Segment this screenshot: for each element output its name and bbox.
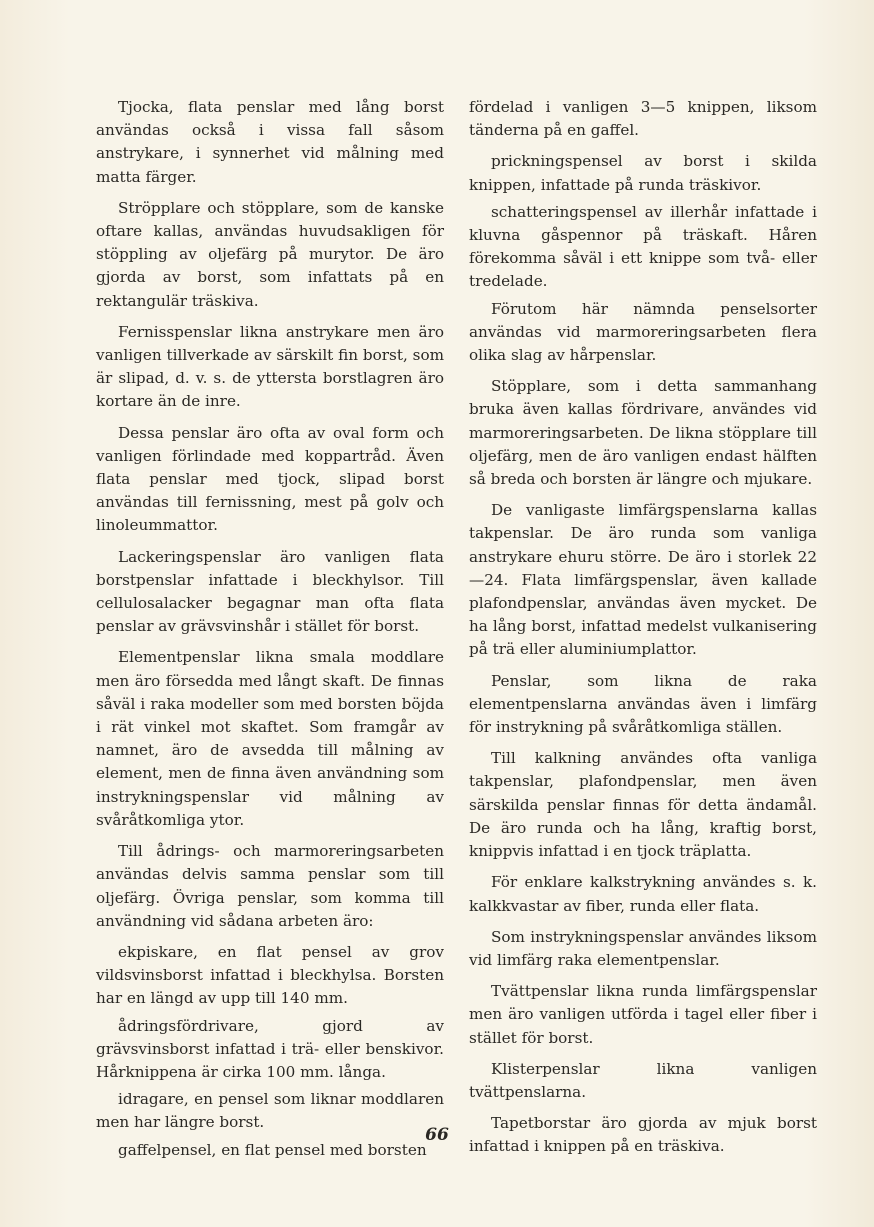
list-item-schatteringspensel: schatteringspensel av illerhår infattade i kluvna gåspennor på träskaft. Håren förekomma såväl i ett knippe som två- eller tredelade. [469,202,817,291]
page-number: 66 [425,1125,449,1145]
left-text-column [96,96,444,1166]
paragraph-instrykningspenslar: Som instrykningspenslar användes liksom vid limfärg raka elementpenslar. [469,927,817,969]
paragraph-adrings-marmorering: Till ådrings- och marmoreringsarbeten användas delvis samma penslar som till oljefärg. Övriga penslar, som komma till användning vid sådana arbeten äro: [96,842,444,930]
list-item-ekpiskare: ekpiskare, en flat pensel av grov vildsvinsborst infattad i bleckhylsa. Borsten har en längd av upp till 140 mm. [96,942,444,1008]
paragraph-continuation-gaffel: fördelad i vanligen 3—5 knippen, liksom tänderna på en gaffel. [469,98,817,140]
paragraph-harpenslar: Förutom här nämnda penselsorter användas vid marmoreringsarbeten flera olika slag av hårpenslar. [469,299,817,365]
list-item-idragare: idragare, en pensel som liknar moddlaren men har längre borst. [96,1090,444,1132]
paragraph-tapetborstar: Tapetborstar äro gjorda av mjuk borst infattad i knippen på en träskiva. [469,1114,817,1156]
paragraph-kalkning: Till kalkning användes ofta vanliga takpenslar, plafondpenslar, men även särskilda penslar finnas för detta ändamål. De äro runda och ha lång, kraftig borst, knippvis infattad i en tjock träplatta. [469,749,817,861]
list-item-gaffelpensel: gaffelpensel, en flat pensel med borsten [118,1140,427,1159]
paragraph-oval-form: Dessa penslar äro ofta av oval form och vanligen förlindade med koppartråd. Även flata penslar med tjock, slipad borst användas till fernissning, mest på golv och linoleummattor. [96,423,444,535]
right-text-column [469,96,817,1167]
paragraph-tvattpenslar: Tvättpenslar likna runda limfärgspenslar men äro vanligen utförda i tagel eller fiber i stället för borst. [469,982,817,1047]
paragraph-kalkkvastar: För enklare kalkstrykning användes s. k. kalkkvastar av fiber, runda eller flata. [469,873,817,915]
paragraph-lackeringspenslar: Lackeringspenslar äro vanligen flata borstpenslar infattade i bleckhylsor. Till cellulosalacker begagnar man ofta flata penslar av grävsvinshår i stället för borst. [96,547,444,636]
paragraph-elementpenslar: Elementpenslar likna smala moddlare men äro försedda med långt skaft. De finnas såväl i raka modeller som med borsten böjda i rät vinkel mot skaftet. Som framgår av namnet, äro de avsedda till målning av element, men de finna även användning som instrykningspenslar vid målning av svåråtkomliga ytor. [96,648,444,829]
paragraph-stropplare: Ströpplare och stöpplare, som de kanske oftare kallas, användas huvudsakligen för stöppling av oljefärg på murytor. De äro gjorda av borst, som infattats på en rektangulär träskiva. [96,198,444,310]
paragraph-fernisspenslar: Fernisspenslar likna anstrykare men äro vanligen tillverkade av särskilt fin borst, som är slipad, d. v. s. de yttersta borstlagren äro kortare än de inre. [96,322,444,411]
paragraph-klisterpenslar: Klisterpenslar likna vanligen tvättpenslarna. [469,1059,817,1101]
list-item-prickningspensel: prickningspensel av borst i skilda knippen, infattade på runda träskivor. [469,152,817,194]
paragraph-limfargspenslar: De vanligaste limfärgspenslarna kallas takpenslar. De äro runda som vanliga anstrykare ehuru större. De äro i storlek 22—24. Flata limfärgspenslar, även kallade plafondpenslar, användas även mycket. De ha lång borst, infattad medelst vulkanisering på trä eller aluminiumplattor. [469,501,817,659]
paragraph-stopplare-fordrivare: Stöpplare, som i detta sammanhang bruka även kallas fördrivare, användes vid marmoreringsarbeten. De likna stöpplare till oljefärg, men de äro vanligen endast hälften så breda och borsten är längre och mjukare. [469,377,817,489]
paragraph-raka-elementpenslar: Penslar, som likna de raka elementpenslarna användas även i limfärg för instrykning på svåråtkomliga ställen. [469,671,817,737]
paragraph-tjocka-penslar: Tjocka, flata penslar med lång borst användas också i vissa fall såsom anstrykare, i synnerhet vid målning med matta färger. [96,98,444,186]
list-item-adringsfordrivare: ådringsfördrivare, gjord av grävsvinsborst infattad i trä- eller benskivor. Hårknippena är cirka 100 mm. långa. [96,1016,444,1081]
